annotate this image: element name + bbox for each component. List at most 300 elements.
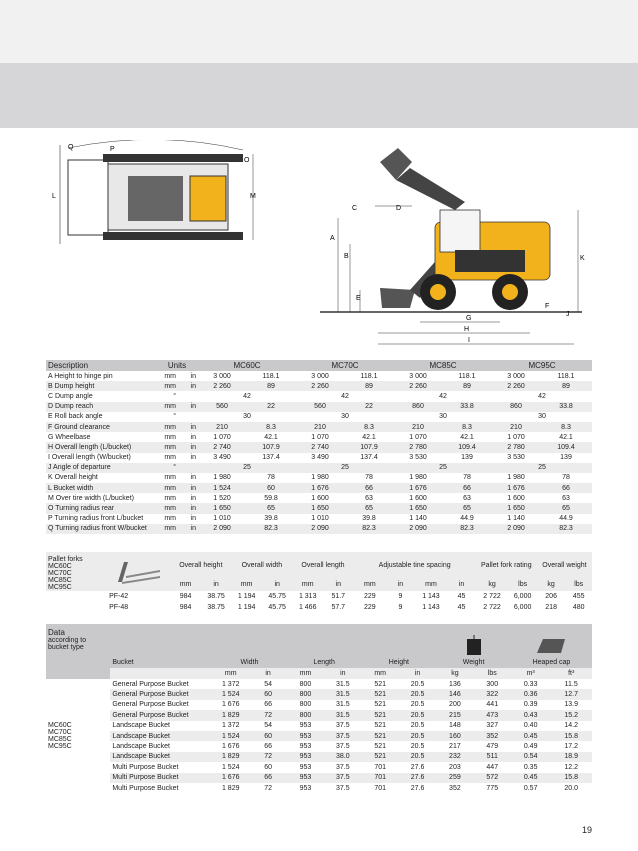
bucket-unit: mm xyxy=(224,670,237,677)
pallet-group-width: Overall width xyxy=(241,561,283,569)
pallet-unit: in xyxy=(274,581,280,588)
bucket-value: 66 xyxy=(264,743,272,751)
bucket-value: 215 xyxy=(449,711,461,719)
bucket-name: Landscape Bucket xyxy=(112,722,170,730)
bucket-value: 17.2 xyxy=(564,743,578,751)
spec-header-mc60c: MC60C xyxy=(198,360,296,371)
spec-unit: mm xyxy=(164,372,176,380)
bucket-row xyxy=(46,721,592,731)
bucket-value: 322 xyxy=(486,691,499,699)
spec-value: 89 xyxy=(344,381,394,391)
bucket-model: MC60C xyxy=(48,722,72,730)
bucket-name: Landscape Bucket xyxy=(112,753,170,761)
bucket-value: 521 xyxy=(374,743,387,751)
spec-value: 8.3 xyxy=(344,422,394,432)
spec-label: G Wheelbase xyxy=(48,433,91,441)
bucket-value: 800 xyxy=(299,711,312,719)
bucket-value: 12.2 xyxy=(564,763,578,771)
pallet-value: 218 xyxy=(545,604,557,611)
label-o: O xyxy=(244,157,250,164)
spec-value: 65 xyxy=(442,503,492,513)
spec-value: 65 xyxy=(246,503,296,513)
spec-row xyxy=(46,514,592,524)
bucket-row xyxy=(46,731,592,741)
bucket-value: 160 xyxy=(449,732,461,740)
bucket-model: MC95C xyxy=(48,743,72,751)
spec-value: 1 010 xyxy=(213,515,231,523)
spec-table xyxy=(46,360,592,534)
bucket-value: 1 829 xyxy=(221,784,240,792)
bucket-value: 701 xyxy=(374,774,387,782)
bucket-value: 259 xyxy=(449,774,461,782)
bucket-value: 38.0 xyxy=(336,753,350,761)
spec-value: 8.3 xyxy=(540,422,592,432)
bucket-value: 200 xyxy=(449,701,461,709)
spec-value: 210 xyxy=(492,422,540,432)
bucket-value: 953 xyxy=(299,743,312,751)
spec-header-row xyxy=(46,360,592,371)
spec-value: 1 600 xyxy=(409,494,427,502)
label-l: L xyxy=(52,193,56,200)
bucket-value: 473 xyxy=(486,711,499,719)
spec-value: 3 000 xyxy=(213,372,231,380)
spec-value: 1 676 xyxy=(492,483,540,493)
bucket-name: Landscape Bucket xyxy=(112,732,170,740)
pallet-value: 1 194 xyxy=(237,604,256,611)
spec-label: M Over tire width (L/bucket) xyxy=(48,494,134,502)
bucket-table xyxy=(46,624,592,793)
pallet-body xyxy=(46,591,592,613)
pallet-group-tine: Adjustable tine spacing xyxy=(378,561,451,569)
spec-value: 2 090 xyxy=(296,524,344,534)
spec-label: E Roll back angle xyxy=(48,413,103,421)
spec-value: 1 980 xyxy=(213,474,231,482)
bucket-value: 60 xyxy=(264,732,272,740)
spec-label: J Angle of departure xyxy=(46,463,156,473)
spec-value: 63 xyxy=(365,494,373,502)
pallet-model: MC60C xyxy=(48,563,72,570)
pallet-value: 38.75 xyxy=(207,604,225,611)
bucket-value: 37.5 xyxy=(336,732,350,740)
spec-value: 1 070 xyxy=(409,433,427,441)
bucket-value: 18.9 xyxy=(564,753,578,761)
bucket-value: 953 xyxy=(299,763,312,771)
spec-row xyxy=(46,381,592,391)
spec-value: 2 260 xyxy=(296,381,344,391)
bucket-value: 20.5 xyxy=(410,732,425,740)
spec-value: 2 740 xyxy=(198,442,246,452)
spec-row xyxy=(46,402,592,412)
pallet-group-rating: Pallet fork rating xyxy=(481,561,532,569)
spec-value: 109.4 xyxy=(442,442,492,452)
bucket-value: 1 524 xyxy=(221,691,240,699)
spec-value: 33.8 xyxy=(540,402,592,412)
spec-value: 2 090 xyxy=(394,524,442,534)
bucket-value: 37.5 xyxy=(336,743,350,751)
pallet-spacer xyxy=(46,602,107,613)
bucket-value: 20.5 xyxy=(410,691,425,699)
bucket-unit: ft³ xyxy=(568,670,575,677)
bucket-value: 1 524 xyxy=(221,732,240,740)
pallet-unit: mm xyxy=(301,581,314,588)
pallet-unit: lbs xyxy=(574,581,584,588)
bucket-value: 72 xyxy=(264,753,272,761)
spec-value: 42.1 xyxy=(460,433,474,441)
bucket-models xyxy=(46,679,110,793)
bucket-value: 0.39 xyxy=(523,701,538,709)
spec-value: 1 650 xyxy=(492,503,540,513)
bucket-value: 20.5 xyxy=(410,753,425,761)
bucket-group-length: Length xyxy=(313,659,335,666)
pallet-value: 2 722 xyxy=(483,593,501,600)
spec-value: 2 090 xyxy=(492,524,540,534)
bucket-value: 37.5 xyxy=(336,763,350,771)
bucket-value: 203 xyxy=(449,763,461,771)
spec-value: 1 600 xyxy=(507,494,525,502)
spec-value: 30 xyxy=(341,413,349,421)
pallet-value: 984 xyxy=(179,593,192,600)
spec-value: 860 xyxy=(492,402,540,412)
bucket-value: 572 xyxy=(486,774,499,782)
label-g: G xyxy=(466,315,472,322)
bucket-body xyxy=(46,679,592,793)
spec-value: 42 xyxy=(439,392,447,400)
spec-body xyxy=(46,371,592,534)
pallet-value: 229 xyxy=(364,593,376,600)
pallet-value: 45.75 xyxy=(268,604,286,611)
pallet-row xyxy=(46,602,592,613)
bucket-value: 1 676 xyxy=(221,743,240,751)
spec-value: 8.3 xyxy=(442,422,492,432)
spec-value: 107.9 xyxy=(344,442,394,452)
bucket-data-sub: according to xyxy=(48,637,87,644)
pallet-fork-icon xyxy=(114,556,164,586)
spec-unit: mm xyxy=(156,503,178,513)
spec-row xyxy=(46,391,592,401)
bucket-row xyxy=(46,741,592,751)
bucket-value: 14.2 xyxy=(564,722,578,730)
bucket-value: 15.8 xyxy=(564,732,578,740)
spec-value: 118.1 xyxy=(360,372,378,380)
bucket-name: General Purpose Bucket xyxy=(112,701,189,709)
bucket-value: 521 xyxy=(374,711,387,719)
spec-value: 66 xyxy=(442,483,492,493)
spec-value: 2 260 xyxy=(198,381,246,391)
spec-unit: mm xyxy=(156,442,178,452)
bucket-value: 146 xyxy=(449,691,461,699)
spec-row xyxy=(46,463,592,473)
pallet-value: 480 xyxy=(572,604,585,611)
bucket-value: 37.5 xyxy=(336,784,350,792)
bucket-row xyxy=(46,700,592,710)
spec-value: 39.8 xyxy=(362,515,376,523)
spec-value: 25 xyxy=(394,463,492,473)
bucket-value: 20.5 xyxy=(410,701,425,709)
pallet-unit: mm xyxy=(364,581,376,588)
bucket-row xyxy=(46,773,592,783)
spec-row xyxy=(46,493,592,503)
pallet-group-height: Overall height xyxy=(179,561,223,569)
spec-value: 1 140 xyxy=(507,515,525,523)
spec-value: 82.3 xyxy=(246,524,296,534)
bucket-value: 31.5 xyxy=(336,680,350,688)
spec-value: 1 140 xyxy=(409,515,427,523)
pallet-unit: kg xyxy=(547,581,555,588)
bucket-unit: in xyxy=(265,670,271,677)
weight-icon xyxy=(461,635,487,657)
pallet-table xyxy=(46,552,592,613)
spec-value: 137.4 xyxy=(262,454,280,462)
spec-row xyxy=(46,483,592,493)
bucket-value: 701 xyxy=(374,784,387,792)
spec-label: C Dump angle xyxy=(48,392,93,400)
spec-value: 2 780 xyxy=(492,442,540,452)
spec-row xyxy=(46,503,592,513)
spec-unit: mm xyxy=(156,524,178,534)
bucket-value: 12.7 xyxy=(564,691,578,699)
spec-value: 1 980 xyxy=(507,474,525,482)
bucket-value: 60 xyxy=(264,691,272,699)
page-number: 19 xyxy=(582,825,593,835)
spec-value: 3 000 xyxy=(507,372,525,380)
spec-unit xyxy=(178,391,198,401)
spec-unit: mm xyxy=(164,515,176,523)
spec-value: 30 xyxy=(538,413,546,421)
bucket-value: 31.5 xyxy=(336,701,350,709)
bucket-unit: kg xyxy=(451,670,459,677)
bucket-unit: in xyxy=(340,670,346,677)
label-e: E xyxy=(356,295,361,302)
spec-value: 1 650 xyxy=(394,503,442,513)
spec-value: 44.9 xyxy=(460,515,474,523)
bucket-value: 20.5 xyxy=(410,680,425,688)
bucket-value: 953 xyxy=(299,732,312,740)
spec-unit: mm xyxy=(156,422,178,432)
spec-value: 33.8 xyxy=(442,402,492,412)
bucket-value: 54 xyxy=(264,722,272,730)
spec-header-mc95c: MC95C xyxy=(492,360,592,371)
pallet-title: Pallet forks xyxy=(48,556,83,563)
bucket-group-height: Height xyxy=(388,659,409,666)
spec-value: 65 xyxy=(540,503,592,513)
bucket-value: 521 xyxy=(374,680,387,688)
bucket-value: 136 xyxy=(449,680,461,688)
header-band xyxy=(0,63,638,128)
spec-unit: mm xyxy=(164,494,176,502)
spec-value: 560 xyxy=(198,402,246,412)
spec-value: 210 xyxy=(198,422,246,432)
label-p: P xyxy=(110,146,115,153)
spec-value: 42 xyxy=(538,392,546,400)
bucket-name: Multi Purpose Bucket xyxy=(112,774,179,782)
spec-unit: in xyxy=(190,494,196,502)
spec-value: 3 530 xyxy=(409,454,427,462)
pallet-name: PF-42 xyxy=(109,593,129,600)
spec-value: 3 000 xyxy=(409,372,427,380)
bucket-value: 521 xyxy=(374,753,387,761)
spec-label: O Turning radius rear xyxy=(46,503,156,513)
bucket-value: 0.54 xyxy=(523,753,538,761)
pallet-value: 57.7 xyxy=(331,604,346,611)
label-q: Q xyxy=(68,144,74,151)
pallet-model: MC95C xyxy=(48,584,72,591)
bucket-value: 66 xyxy=(264,701,272,709)
side-view-diagram xyxy=(320,140,590,355)
spec-row xyxy=(46,371,592,381)
spec-unit: in xyxy=(190,474,196,482)
bucket-value: 0.35 xyxy=(523,763,538,771)
pallet-model: MC85C xyxy=(48,577,72,584)
spec-unit: in xyxy=(178,442,198,452)
pallet-row xyxy=(46,591,592,602)
bucket-value: 800 xyxy=(299,701,312,709)
bucket-row xyxy=(46,752,592,762)
spec-unit: mm xyxy=(164,433,176,441)
spec-unit: in xyxy=(178,483,198,493)
pallet-unit: lbs xyxy=(518,581,528,588)
spec-label: D Dump reach xyxy=(46,402,156,412)
spec-value: 25 xyxy=(492,463,592,473)
spec-unit: mm xyxy=(156,483,178,493)
bucket-row xyxy=(46,679,592,689)
bucket-value: 352 xyxy=(449,784,461,792)
spec-value: 1 980 xyxy=(409,474,427,482)
bucket-value: 0.40 xyxy=(523,722,538,730)
bucket-group-bucket: Bucket xyxy=(112,659,134,666)
bucket-unit: m³ xyxy=(526,670,535,677)
bucket-value: 800 xyxy=(299,680,312,688)
bucket-value: 0.45 xyxy=(523,774,538,782)
spec-label: F Ground clearance xyxy=(46,422,156,432)
bucket-value: 1 829 xyxy=(221,711,240,719)
top-view-diagram xyxy=(48,140,273,250)
spec-value: 82.3 xyxy=(540,524,592,534)
bucket-value: 72 xyxy=(264,711,272,719)
bucket-value: 953 xyxy=(299,784,312,792)
spec-value: 1 070 xyxy=(311,433,329,441)
bucket-value: 511 xyxy=(486,753,498,761)
pallet-value: 2 722 xyxy=(483,604,501,611)
bucket-value: 37.5 xyxy=(336,722,350,730)
spec-header-mc85c: MC85C xyxy=(394,360,492,371)
spec-value: 1 070 xyxy=(213,433,231,441)
spec-unit: in xyxy=(190,515,196,523)
bucket-value: 1 676 xyxy=(221,774,240,782)
spec-unit: ° xyxy=(173,413,176,421)
spec-value: 107.9 xyxy=(246,442,296,452)
pallet-unit: mm xyxy=(179,581,192,588)
pallet-model: MC70C xyxy=(48,570,72,577)
spec-value: 30 xyxy=(243,413,251,421)
pallet-unit: kg xyxy=(488,581,496,588)
bucket-value: 60 xyxy=(264,763,272,771)
spec-value: 139 xyxy=(560,454,572,462)
bucket-unit: in xyxy=(414,670,421,677)
label-j: J xyxy=(566,311,570,318)
spec-label: A Height to hinge pin xyxy=(48,372,113,380)
spec-value: 860 xyxy=(394,402,442,412)
spec-value: 2 780 xyxy=(394,442,442,452)
spec-value: 1 650 xyxy=(198,503,246,513)
spec-value: 82.3 xyxy=(442,524,492,534)
pallet-group-length: Overall length xyxy=(301,561,345,569)
bucket-unit: mm xyxy=(374,670,387,677)
bucket-value: 953 xyxy=(299,722,312,730)
bucket-value: 27.6 xyxy=(410,774,425,782)
spec-unit: mm xyxy=(164,474,176,482)
label-k: K xyxy=(580,255,585,262)
spec-value: 8.3 xyxy=(246,422,296,432)
spec-label: B Dump height xyxy=(46,381,156,391)
spec-value: 1 010 xyxy=(311,515,329,523)
bucket-value: 13.9 xyxy=(564,701,578,709)
spec-value: 66 xyxy=(344,483,394,493)
bucket-group-heaped: Heaped cap xyxy=(532,659,571,666)
spec-unit: in xyxy=(178,422,198,432)
bucket-value: 0.33 xyxy=(523,680,538,688)
spec-label: L Bucket width xyxy=(46,483,156,493)
bucket-value: 11.5 xyxy=(564,680,578,688)
top-strip xyxy=(0,0,638,63)
bucket-icon xyxy=(535,635,567,657)
pallet-value: 45.75 xyxy=(268,593,286,600)
bucket-value: 447 xyxy=(486,763,499,771)
pallet-unit: in xyxy=(213,581,219,588)
bucket-row xyxy=(46,783,592,793)
spec-row xyxy=(46,442,592,452)
bucket-value: 20.5 xyxy=(410,743,425,751)
label-f: F xyxy=(545,303,550,310)
spec-value: 82.3 xyxy=(344,524,394,534)
spec-value: 78 xyxy=(562,474,570,482)
spec-value: 78 xyxy=(365,474,373,482)
spec-row xyxy=(46,412,592,422)
spec-value: 2 090 xyxy=(198,524,246,534)
bucket-unit: mm xyxy=(299,670,312,677)
bucket-value: 521 xyxy=(374,701,387,709)
pallet-unit: mm xyxy=(425,581,437,588)
bucket-value: 775 xyxy=(486,784,499,792)
spec-value: 78 xyxy=(463,474,471,482)
spec-value: 3 490 xyxy=(213,454,231,462)
spec-unit: mm xyxy=(164,454,176,462)
bucket-group-weight: Weight xyxy=(462,659,485,666)
bucket-value: 0.45 xyxy=(523,732,538,740)
spec-value: 42 xyxy=(341,392,349,400)
pallet-header-row xyxy=(46,552,592,578)
bucket-value: 31.5 xyxy=(336,711,350,719)
spec-unit: ° xyxy=(173,392,176,400)
bucket-units-row xyxy=(46,668,592,679)
spec-value: 22 xyxy=(344,402,394,412)
pallet-value: 1 313 xyxy=(298,593,317,600)
bucket-value: 1 676 xyxy=(221,701,240,709)
bucket-value: 20.0 xyxy=(564,784,578,792)
spec-unit: in xyxy=(178,402,198,412)
bucket-value: 521 xyxy=(374,722,387,730)
bucket-value: 15.2 xyxy=(564,711,578,719)
spec-label: K Overall height xyxy=(48,474,98,482)
spec-value: 1 650 xyxy=(296,503,344,513)
spec-value: 560 xyxy=(296,402,344,412)
pallet-value: 206 xyxy=(545,593,557,600)
bucket-model: MC85C xyxy=(48,736,72,744)
pallet-value: 984 xyxy=(179,604,192,611)
spec-value: 3 000 xyxy=(311,372,329,380)
bucket-value: 0.36 xyxy=(523,691,538,699)
bucket-value: 0.43 xyxy=(523,711,538,719)
spec-value: 210 xyxy=(394,422,442,432)
